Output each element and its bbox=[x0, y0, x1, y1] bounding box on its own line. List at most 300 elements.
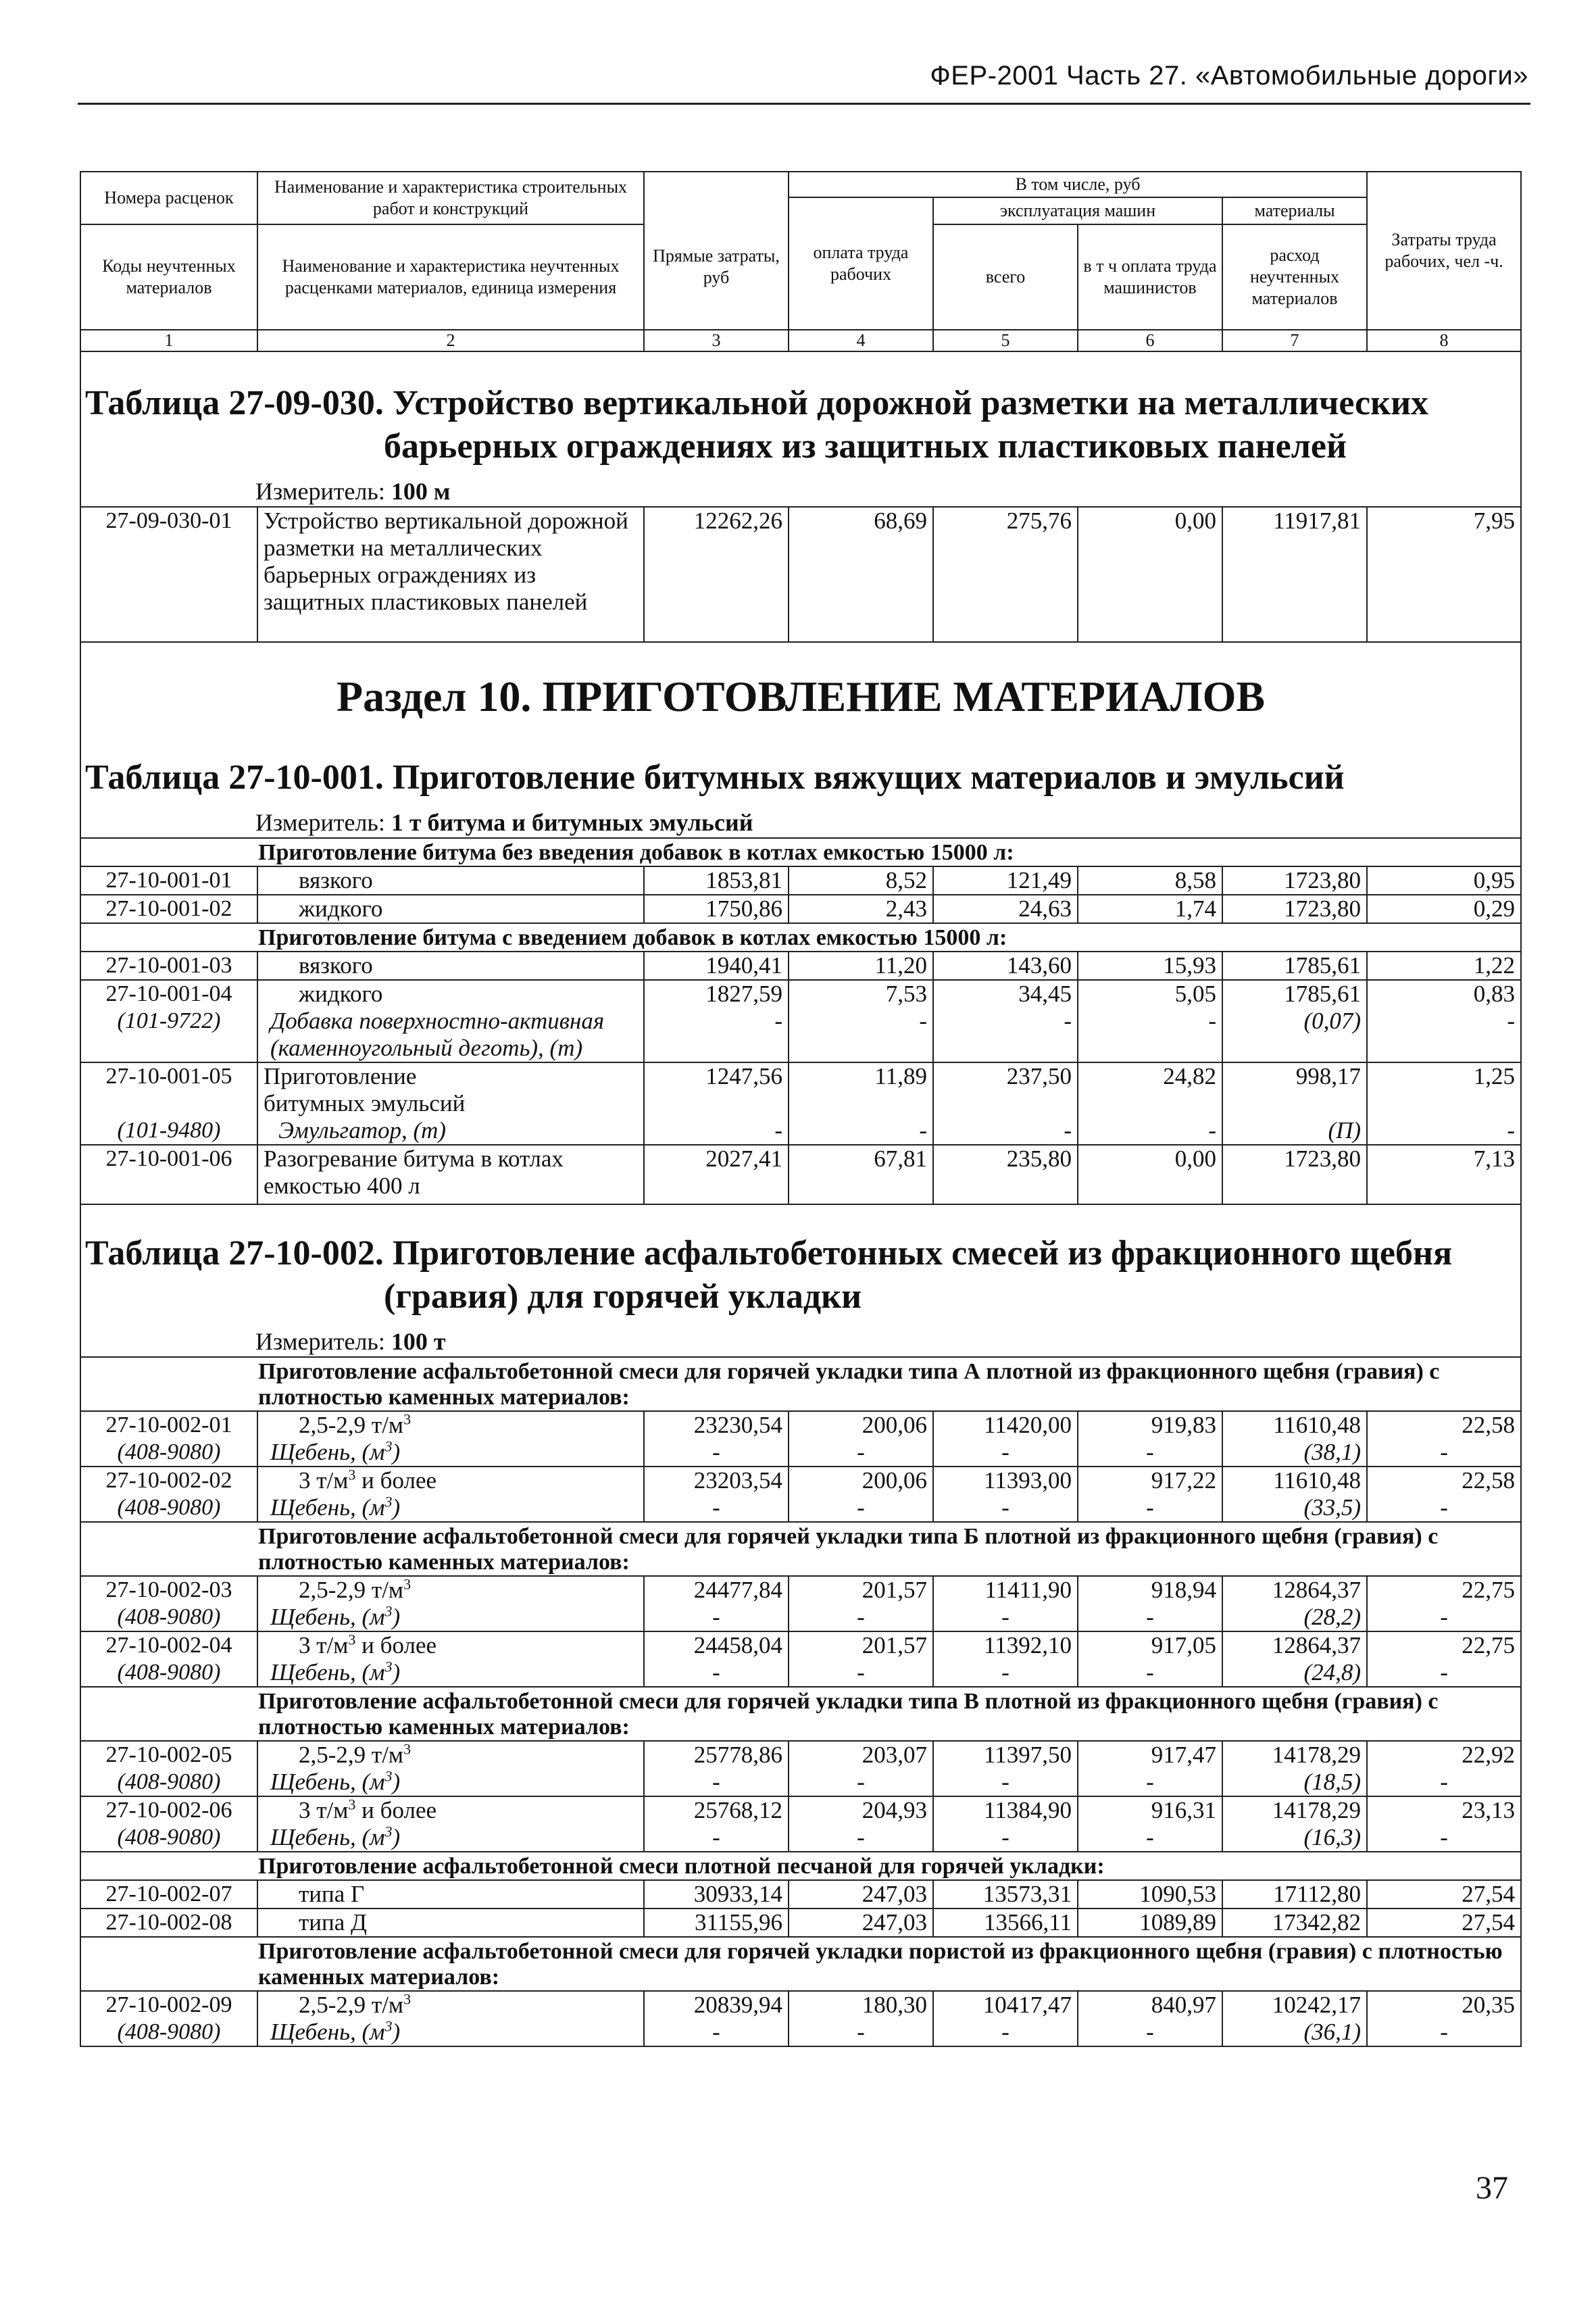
header-codes-bottom: Коды неучтенных материалов bbox=[80, 224, 257, 330]
labor-hours: 0,83 bbox=[1473, 981, 1516, 1007]
materials: 11917,81 bbox=[1222, 507, 1367, 642]
material-code: (408-9080) bbox=[117, 1660, 221, 1685]
machines-total-cell bbox=[933, 1991, 1078, 2046]
column-number: 4 bbox=[789, 330, 933, 351]
labor-pay: 201,57 bbox=[862, 1577, 927, 1603]
subgroup-title: Приготовление асфальтобетонной смеси для горячей укладки пористой из фракционного щебня (гравия) с плотностью каменных материалов: bbox=[258, 1939, 1503, 1990]
header-machine-operators: в т ч оплата труда машинистов bbox=[1078, 224, 1222, 330]
machines-total-cell bbox=[933, 1467, 1078, 1522]
dash: - bbox=[1208, 1008, 1216, 1034]
rate-code: 27-10-002-03 bbox=[105, 1577, 232, 1602]
header-rule bbox=[78, 103, 1530, 105]
dash: - bbox=[1064, 1008, 1072, 1034]
dash: - bbox=[857, 1659, 865, 1685]
material-name-suffix: ) bbox=[392, 1494, 401, 1521]
machine-operators: 1089,89 bbox=[1139, 1909, 1216, 1936]
rate-code: 27-10-001-06 bbox=[80, 1145, 257, 1204]
subgroup-row bbox=[80, 1937, 1521, 1991]
table-title-line: барьерных ограждениях из защитных пластиковых панелей bbox=[384, 427, 1347, 466]
material-name: Щебень, (м bbox=[270, 1769, 385, 1795]
material-code: (408-9080) bbox=[117, 1439, 221, 1464]
subgroup-row bbox=[80, 1357, 1521, 1411]
work-name-cell bbox=[257, 1741, 644, 1796]
labor-hours: 23,13 bbox=[1462, 1797, 1516, 1823]
dash: - bbox=[857, 1769, 865, 1795]
superscript: 3 bbox=[348, 1796, 356, 1813]
density-label-suffix: и более bbox=[355, 1467, 437, 1494]
machines-total: 13573,31 bbox=[982, 1881, 1072, 1907]
work-name-cell bbox=[257, 1796, 644, 1852]
dash: - bbox=[1440, 2019, 1448, 2045]
dash: - bbox=[712, 1769, 720, 1795]
density-label: 3 т/м bbox=[299, 1797, 349, 1823]
column-number: 7 bbox=[1222, 330, 1367, 351]
labor-pay-cell bbox=[789, 1631, 933, 1687]
labor-hours-cell bbox=[1367, 1411, 1521, 1467]
table-row bbox=[80, 980, 1521, 1062]
table-row bbox=[80, 1467, 1521, 1522]
superscript: 3 bbox=[384, 1767, 393, 1785]
table-row bbox=[80, 507, 1521, 642]
table-row bbox=[80, 1880, 1521, 1909]
mix-type: типа Г bbox=[299, 1881, 365, 1907]
labor-hours: 22,75 bbox=[1462, 1577, 1516, 1603]
machines-total: 275,76 bbox=[933, 507, 1078, 642]
material-code: (408-9080) bbox=[117, 1604, 221, 1629]
section-title-row bbox=[80, 642, 1521, 743]
rate-code: 27-09-030-01 bbox=[80, 507, 257, 642]
dash: - bbox=[774, 1008, 782, 1034]
material-quantity: (36,1) bbox=[1303, 2019, 1362, 2045]
column-number: 6 bbox=[1078, 330, 1222, 351]
machines-total-cell bbox=[933, 1796, 1078, 1852]
materials: 17342,82 bbox=[1272, 1909, 1362, 1936]
direct-costs: 1940,41 bbox=[644, 952, 789, 980]
direct-costs: 1247,56 bbox=[705, 1063, 782, 1089]
work-name: Устройство вертикальной дорожной разметки на металлических барьерных ограждениях из защитных пластиковых панелей bbox=[257, 507, 644, 642]
machines-total-cell bbox=[933, 1411, 1078, 1467]
dash: - bbox=[1001, 1769, 1009, 1795]
machine-operators: 917,22 bbox=[1151, 1467, 1216, 1494]
table-title-27-09-030 bbox=[80, 351, 1521, 472]
machines-total: 121,49 bbox=[933, 866, 1078, 895]
labor-hours-cell bbox=[1367, 1631, 1521, 1687]
labor-pay-cell bbox=[789, 1467, 933, 1522]
table-title-27-10-002 bbox=[80, 1204, 1521, 1323]
labor-pay: 11,20 bbox=[789, 952, 933, 980]
rate-code: 27-10-002-07 bbox=[105, 1881, 232, 1906]
dash: - bbox=[1208, 1117, 1216, 1143]
dash: - bbox=[1146, 1769, 1154, 1795]
column-number: 2 bbox=[257, 330, 644, 351]
machine-operators-cell bbox=[1078, 1741, 1222, 1796]
materials: 1785,61 bbox=[1222, 952, 1367, 980]
labor-hours-cell bbox=[1367, 1576, 1521, 1631]
materials: 14178,29 bbox=[1272, 1742, 1362, 1768]
subgroup-title: Приготовление асфальтобетонной смеси для горячей укладки типа Б плотной из фракционного щебня (гравия) с плотностью каменных материалов: bbox=[258, 1524, 1439, 1575]
machine-operators: 840,97 bbox=[1151, 1992, 1216, 2018]
direct-costs: 30933,14 bbox=[693, 1881, 782, 1907]
labor-hours-cell bbox=[1367, 1796, 1521, 1852]
materials-cell bbox=[1222, 1576, 1367, 1631]
meter-label: Измеритель: bbox=[255, 1328, 385, 1355]
table-row bbox=[80, 866, 1521, 895]
rate-code: 27-10-002-01 bbox=[105, 1412, 232, 1437]
machines-total: 13566,11 bbox=[984, 1909, 1072, 1936]
header-names-bottom: Наименование и характеристика неучтенных расценками материалов, единица измерения bbox=[257, 224, 644, 330]
materials: 11610,48 bbox=[1273, 1412, 1362, 1438]
labor-pay: 68,69 bbox=[789, 507, 933, 642]
dash: - bbox=[919, 1008, 927, 1034]
machines-total: 235,80 bbox=[933, 1145, 1078, 1204]
dash: - bbox=[1001, 1494, 1009, 1521]
dash: - bbox=[1146, 2019, 1154, 2045]
material-name-suffix: ) bbox=[392, 1604, 401, 1630]
dash: - bbox=[919, 1117, 927, 1143]
subgroup-row bbox=[80, 923, 1521, 952]
dash: - bbox=[1507, 1117, 1516, 1143]
rate-code: 27-10-001-04 bbox=[105, 981, 232, 1006]
material-name: Щебень, (м bbox=[270, 1659, 385, 1685]
dash: - bbox=[1440, 1769, 1448, 1795]
header-including: В том числе, руб bbox=[789, 172, 1367, 197]
work-name: жидкого bbox=[257, 895, 644, 923]
superscript: 3 bbox=[348, 1631, 356, 1648]
dash: - bbox=[1001, 1824, 1009, 1850]
direct-costs: 1827,59 bbox=[705, 981, 782, 1007]
material-name-suffix: ) bbox=[392, 1769, 401, 1795]
rate-code: 27-10-001-02 bbox=[80, 895, 257, 923]
direct-costs-cell bbox=[644, 1880, 789, 1909]
rate-code: 27-10-002-09 bbox=[105, 1992, 232, 2017]
materials: 1723,80 bbox=[1222, 866, 1367, 895]
labor-pay: 247,03 bbox=[862, 1881, 927, 1907]
labor-hours-cell bbox=[1367, 1909, 1521, 1937]
dash: - bbox=[712, 1494, 720, 1521]
material-name: Щебень, (м bbox=[270, 1494, 385, 1521]
material-code: (101-9480) bbox=[117, 1118, 221, 1143]
dash: - bbox=[857, 2019, 865, 2045]
header-material-consumption: расход неучтенных материалов bbox=[1222, 224, 1367, 330]
labor-pay-cell bbox=[789, 1991, 933, 2046]
materials-cell bbox=[1222, 1741, 1367, 1796]
machines-total: 143,60 bbox=[933, 952, 1078, 980]
dash: - bbox=[1146, 1494, 1154, 1521]
table-row bbox=[80, 1145, 1521, 1204]
density-label: 2,5-2,9 т/м bbox=[299, 1992, 404, 2018]
direct-costs: 24458,04 bbox=[693, 1632, 782, 1658]
labor-pay-cell bbox=[789, 1411, 933, 1467]
direct-costs: 1853,81 bbox=[644, 866, 789, 895]
labor-pay: 201,57 bbox=[862, 1632, 927, 1658]
table-row bbox=[80, 952, 1521, 980]
header-labor-pay: оплата труда рабочих bbox=[789, 197, 933, 330]
rate-code-cell bbox=[80, 1631, 257, 1687]
work-name: Приготовление битумных эмульсий bbox=[264, 1063, 466, 1116]
header-materials: материалы bbox=[1222, 197, 1367, 224]
material-quantity: (38,1) bbox=[1303, 1439, 1362, 1465]
table-row bbox=[80, 1991, 1521, 2046]
labor-pay-cell bbox=[789, 1741, 933, 1796]
table-row bbox=[80, 1576, 1521, 1631]
machine-operators: 5,05 bbox=[1174, 981, 1216, 1007]
density-label-suffix: и более bbox=[355, 1797, 437, 1823]
machine-operators: 8,58 bbox=[1078, 866, 1222, 895]
header-machines: эксплуатация машин bbox=[933, 197, 1222, 224]
meter-label: Измеритель: bbox=[255, 809, 385, 836]
material-name-suffix: ) bbox=[392, 1824, 401, 1850]
material-name-suffix: ) bbox=[392, 2019, 401, 2045]
machines-total: 11411,90 bbox=[984, 1577, 1072, 1603]
machine-operators-cell bbox=[1078, 1796, 1222, 1852]
materials: 1723,80 bbox=[1222, 895, 1367, 923]
materials-cell bbox=[1222, 1467, 1367, 1522]
machine-operators-cell bbox=[1078, 1631, 1222, 1687]
material-name: Щебень, (м bbox=[270, 1824, 385, 1850]
material-code: (408-9080) bbox=[117, 1495, 221, 1520]
material-name: Щебень, (м bbox=[270, 2019, 385, 2045]
labor-hours: 7,95 bbox=[1367, 507, 1521, 642]
material-code: (408-9080) bbox=[117, 1769, 221, 1794]
labor-hours: 7,13 bbox=[1367, 1145, 1521, 1204]
labor-hours: 22,75 bbox=[1462, 1632, 1516, 1658]
dash: - bbox=[857, 1604, 865, 1630]
labor-hours: 1,25 bbox=[1473, 1063, 1516, 1089]
labor-pay: 8,52 bbox=[789, 866, 933, 895]
dash: - bbox=[857, 1439, 865, 1465]
direct-costs: 25768,12 bbox=[693, 1797, 782, 1823]
dash: - bbox=[1507, 1008, 1516, 1034]
rate-code-cell bbox=[80, 1741, 257, 1796]
machine-operators-cell bbox=[1078, 1576, 1222, 1631]
materials-cell bbox=[1222, 1880, 1367, 1909]
machines-total-cell bbox=[933, 1576, 1078, 1631]
materials: 17112,80 bbox=[1273, 1881, 1362, 1907]
materials: 1723,80 bbox=[1222, 1145, 1367, 1204]
rate-code-cell bbox=[80, 1411, 257, 1467]
meter-label: Измеритель: bbox=[255, 478, 385, 505]
column-number: 1 bbox=[80, 330, 257, 351]
direct-costs-cell bbox=[644, 1467, 789, 1522]
material-name: Эмульгатор, (т) bbox=[278, 1117, 447, 1143]
table-row bbox=[80, 1909, 1521, 1937]
work-name-cell bbox=[257, 1631, 644, 1687]
meter-value: 100 м bbox=[391, 478, 451, 505]
labor-hours: 27,54 bbox=[1462, 1909, 1516, 1936]
price-table bbox=[80, 171, 1522, 2047]
direct-costs: 24477,84 bbox=[693, 1577, 782, 1603]
direct-costs: 23230,54 bbox=[693, 1412, 782, 1438]
material-quantity: (18,5) bbox=[1303, 1769, 1362, 1795]
machine-operators: 1,74 bbox=[1078, 895, 1222, 923]
column-number: 8 bbox=[1367, 330, 1521, 351]
meter-row bbox=[80, 804, 1521, 838]
header-machines-total: всего bbox=[933, 224, 1078, 330]
header-labor: Затраты труда рабочих, чел -ч. bbox=[1367, 172, 1521, 330]
density-label: 2,5-2,9 т/м bbox=[299, 1577, 404, 1603]
meter-row bbox=[80, 1323, 1521, 1357]
machine-operators: 918,94 bbox=[1151, 1577, 1216, 1603]
dash: - bbox=[712, 1659, 720, 1685]
dash: - bbox=[1146, 1604, 1154, 1630]
machine-operators: 917,47 bbox=[1151, 1742, 1216, 1768]
dash: - bbox=[712, 1824, 720, 1850]
material-code: (101-9722) bbox=[117, 1008, 221, 1033]
work-name: вязкого bbox=[257, 866, 644, 895]
materials: 11610,48 bbox=[1273, 1467, 1362, 1494]
labor-pay: 200,06 bbox=[862, 1412, 927, 1438]
subgroup-row bbox=[80, 1522, 1521, 1576]
subgroup-title: Приготовление асфальтобетонной смеси для горячей укладки типа А плотной из фракционного щебня (гравия) с плотностью каменных материалов: bbox=[258, 1359, 1440, 1410]
labor-pay: 11,89 bbox=[874, 1063, 927, 1089]
direct-costs: 25778,86 bbox=[693, 1742, 782, 1768]
table-row bbox=[80, 1411, 1521, 1467]
material-name-suffix: ) bbox=[392, 1439, 401, 1465]
direct-costs: 23203,54 bbox=[693, 1467, 782, 1494]
material-quantity: (0,07) bbox=[1303, 1008, 1362, 1034]
density-label: 2,5-2,9 т/м bbox=[299, 1742, 404, 1768]
table-row bbox=[80, 1631, 1521, 1687]
labor-hours: 27,54 bbox=[1462, 1881, 1516, 1907]
dash: - bbox=[857, 1494, 865, 1521]
labor-pay: 2,43 bbox=[789, 895, 933, 923]
rate-code: 27-10-001-05 bbox=[105, 1064, 232, 1089]
machine-operators-cell bbox=[1078, 1467, 1222, 1522]
work-name-cell bbox=[257, 1880, 644, 1909]
direct-costs-cell bbox=[644, 1741, 789, 1796]
work-name-cell bbox=[257, 1467, 644, 1522]
work-name-cell bbox=[257, 1909, 644, 1937]
machines-total-cell bbox=[933, 1741, 1078, 1796]
density-label-suffix: и более bbox=[355, 1632, 437, 1658]
dash: - bbox=[1146, 1659, 1154, 1685]
labor-pay-cell bbox=[789, 1576, 933, 1631]
rate-code: 27-10-001-03 bbox=[80, 952, 257, 980]
dash: - bbox=[774, 1117, 782, 1143]
subgroup-title: Приготовление битума с введением добавок в котлах емкостью 15000 л: bbox=[258, 925, 1007, 950]
machine-operators: 917,05 bbox=[1151, 1632, 1216, 1658]
density-label: 2,5-2,9 т/м bbox=[299, 1412, 404, 1438]
superscript: 3 bbox=[384, 1823, 393, 1840]
rate-code: 27-10-002-06 bbox=[105, 1798, 232, 1823]
direct-costs-cell bbox=[644, 1909, 789, 1937]
table-title-line: Таблица 27-10-002. Приготовление асфальтобетонных смесей из фракционного щебня bbox=[85, 1234, 1453, 1273]
dash: - bbox=[1440, 1494, 1448, 1521]
labor-hours-cell bbox=[1367, 1991, 1521, 2046]
labor-pay-cell bbox=[789, 1796, 933, 1852]
material-quantity: (28,2) bbox=[1303, 1604, 1362, 1630]
running-title: ФЕР-2001 Часть 27. «Автомобильные дороги» bbox=[930, 61, 1528, 91]
work-name: Разогревание битума в котлах емкостью 400 л bbox=[257, 1145, 644, 1204]
rate-code: 27-10-002-02 bbox=[105, 1468, 232, 1493]
work-name: вязкого bbox=[257, 952, 644, 980]
labor-hours: 22,92 bbox=[1462, 1742, 1516, 1768]
subgroup-row bbox=[80, 838, 1521, 866]
machines-total: 34,45 bbox=[1018, 981, 1072, 1007]
labor-hours: 1,22 bbox=[1367, 952, 1521, 980]
price-table-frame bbox=[80, 171, 1520, 2047]
materials-cell bbox=[1222, 1631, 1367, 1687]
machines-total-cell bbox=[933, 1631, 1078, 1687]
machine-operators-cell bbox=[1078, 1880, 1222, 1909]
superscript: 3 bbox=[403, 1576, 412, 1593]
material-name-suffix: ) bbox=[392, 1659, 401, 1685]
rate-code: 27-10-002-05 bbox=[105, 1742, 232, 1767]
machine-operators: 916,31 bbox=[1151, 1797, 1216, 1823]
machine-operators: 0,00 bbox=[1078, 507, 1222, 642]
section-title: Раздел 10. ПРИГОТОВЛЕНИЕ МАТЕРИАЛОВ bbox=[80, 642, 1521, 743]
labor-pay: 7,53 bbox=[885, 981, 927, 1007]
direct-costs-cell bbox=[644, 1576, 789, 1631]
labor-hours: 0,95 bbox=[1367, 866, 1521, 895]
page-number: 37 bbox=[1476, 2170, 1508, 2206]
materials: 12864,37 bbox=[1272, 1577, 1362, 1603]
machines-total: 11392,10 bbox=[984, 1632, 1072, 1658]
rate-code-with-material bbox=[80, 1062, 257, 1145]
labor-pay: 203,07 bbox=[862, 1742, 927, 1768]
mix-type: типа Д bbox=[299, 1909, 367, 1936]
dash: - bbox=[1001, 1439, 1009, 1465]
superscript: 3 bbox=[403, 1741, 412, 1758]
header-direct-costs: Прямые затраты, руб bbox=[644, 172, 789, 330]
labor-hours-cell bbox=[1367, 1741, 1521, 1796]
dash: - bbox=[1146, 1439, 1154, 1465]
subgroup-title: Приготовление асфальтобетонной смеси плотной песчаной для горячей укладки: bbox=[258, 1854, 1105, 1879]
direct-costs: 1750,86 bbox=[644, 895, 789, 923]
machines-total: 11384,90 bbox=[984, 1797, 1072, 1823]
dash: - bbox=[1001, 2019, 1009, 2045]
work-name: жидкого bbox=[299, 981, 383, 1007]
column-number: 3 bbox=[644, 330, 789, 351]
labor-pay-cell bbox=[789, 1909, 933, 1937]
dash: - bbox=[1440, 1824, 1448, 1850]
dash: - bbox=[1001, 1659, 1009, 1685]
rate-code-cell bbox=[80, 1796, 257, 1852]
materials: 1785,61 bbox=[1284, 981, 1362, 1007]
superscript: 3 bbox=[384, 1437, 393, 1455]
machines-total: 24,63 bbox=[933, 895, 1078, 923]
dash: - bbox=[1146, 1824, 1154, 1850]
materials: 998,17 bbox=[1295, 1063, 1362, 1089]
table-row bbox=[80, 1741, 1521, 1796]
machine-operators-cell bbox=[1078, 1909, 1222, 1937]
direct-costs-cell bbox=[644, 1991, 789, 2046]
subgroup-row bbox=[80, 1687, 1521, 1741]
material-code: (408-9080) bbox=[117, 2019, 221, 2044]
materials: 14178,29 bbox=[1272, 1797, 1362, 1823]
machines-total-cell bbox=[933, 1909, 1078, 1937]
table-row bbox=[80, 1796, 1521, 1852]
direct-costs-cell bbox=[644, 1411, 789, 1467]
labor-hours: 22,58 bbox=[1462, 1412, 1516, 1438]
direct-costs: 31155,96 bbox=[695, 1909, 782, 1936]
direct-costs-cell bbox=[644, 1631, 789, 1687]
work-name-with-material bbox=[257, 980, 644, 1062]
dash: - bbox=[712, 2019, 720, 2045]
rate-code: 27-10-002-08 bbox=[105, 1910, 232, 1935]
material-name: Щебень, (м bbox=[270, 1439, 385, 1465]
materials-cell bbox=[1222, 1909, 1367, 1937]
work-name-cell bbox=[257, 1411, 644, 1467]
labor-pay: 180,30 bbox=[862, 1992, 927, 2018]
rate-code: 27-10-001-01 bbox=[80, 866, 257, 895]
direct-costs: 2027,41 bbox=[644, 1145, 789, 1204]
rate-code-with-material bbox=[80, 980, 257, 1062]
superscript: 3 bbox=[348, 1467, 356, 1483]
machines-total: 11393,00 bbox=[984, 1467, 1072, 1494]
labor-hours: 20,35 bbox=[1462, 1992, 1516, 2018]
labor-hours-cell bbox=[1367, 1467, 1521, 1522]
